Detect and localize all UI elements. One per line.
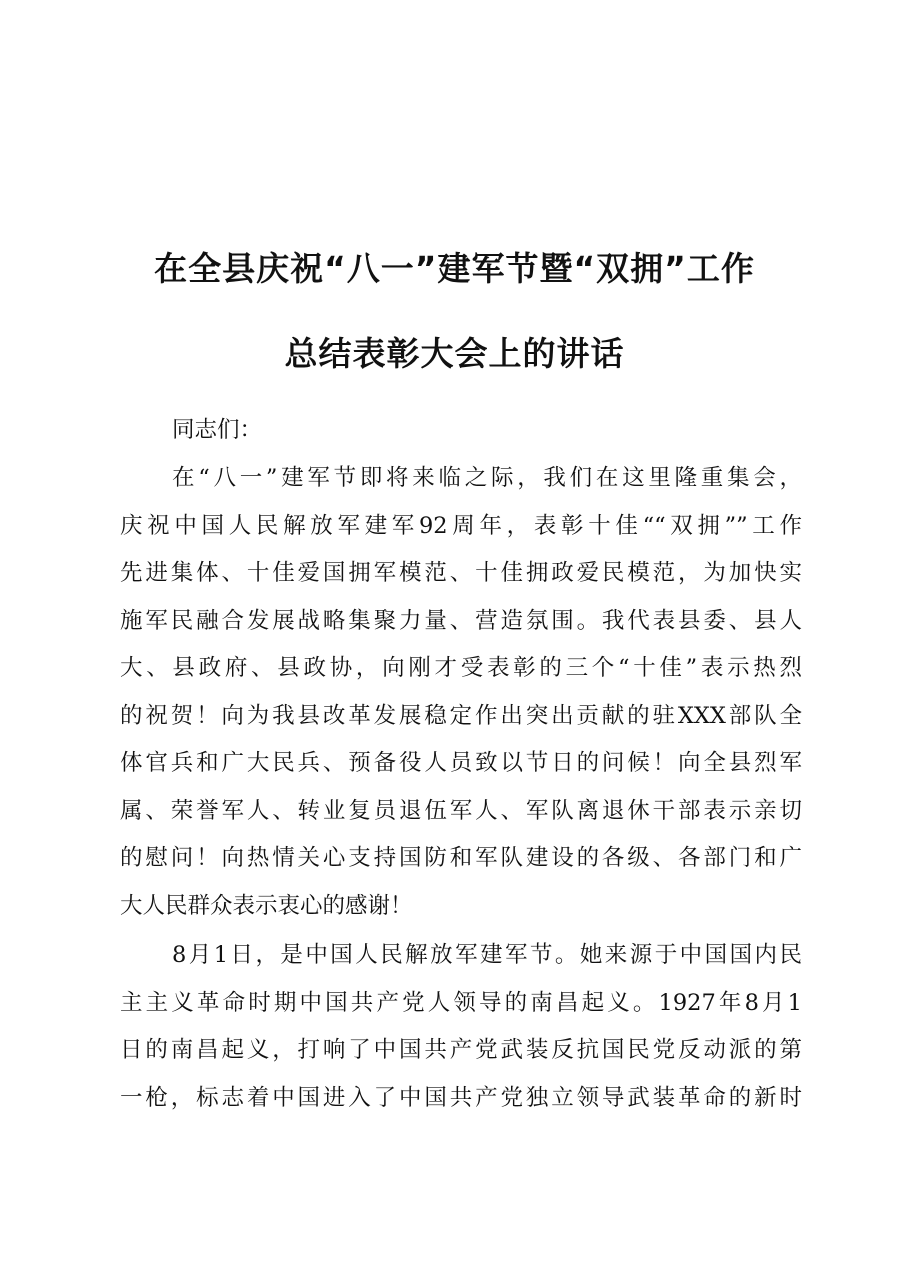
paragraph-1 — [120, 455, 802, 930]
text-line: 大、县政府、县政协，向刚才受表彰的三个“十佳”表示热烈 — [120, 655, 802, 681]
text-line: 的慰问！向热情关心支持国防和军队建设的各级、各部门和广 — [120, 845, 802, 871]
text-line: 主主义革命时期中国共产党人领导的南昌起义。1927年8月1 — [120, 989, 802, 1016]
document-title-line-2: 总结表彰大会上的讲话 — [284, 334, 625, 373]
text-line: 的祝贺！向为我县改革发展稳定作出突出贡献的驻XXX部队全 — [120, 702, 802, 729]
text-line: 8月1日，是中国人民解放军建军节。她来源于中国国内民 — [172, 942, 802, 968]
greeting: 同志们： — [172, 417, 263, 443]
text-line: 日的南昌起义，打响了中国共产党武装反抗国民党反动派的第 — [120, 1037, 802, 1063]
document-title-line-1: 在全县庆祝“八一”建军节暨“双拥”工作 — [154, 249, 755, 288]
text-line: 属、荣誉军人、转业复员退伍军人、军队离退休干部表示亲切 — [120, 797, 802, 824]
text-line: 大人民群众表示衷心的感谢！ — [120, 892, 413, 919]
paragraph-2 — [120, 932, 802, 1122]
text-line: 在“八一”建军节即将来临之际，我们在这里隆重集会， — [172, 465, 802, 491]
text-line: 施军民融合发展战略集聚力量、营造氛围。我代表县委、县人 — [120, 607, 802, 634]
text-line: 庆祝中国人民解放军建军92周年，表彰十佳““双拥””工作 — [120, 512, 802, 539]
text-line: 一枪，标志着中国进入了中国共产党独立领导武装革命的新时 — [120, 1084, 802, 1111]
text-line: 先进集体、十佳爱国拥军模范、十佳拥政爱民模范，为加快实 — [120, 560, 802, 586]
text-line: 体官兵和广大民兵、预备役人员致以节日的问候！向全县烈军 — [120, 750, 802, 776]
